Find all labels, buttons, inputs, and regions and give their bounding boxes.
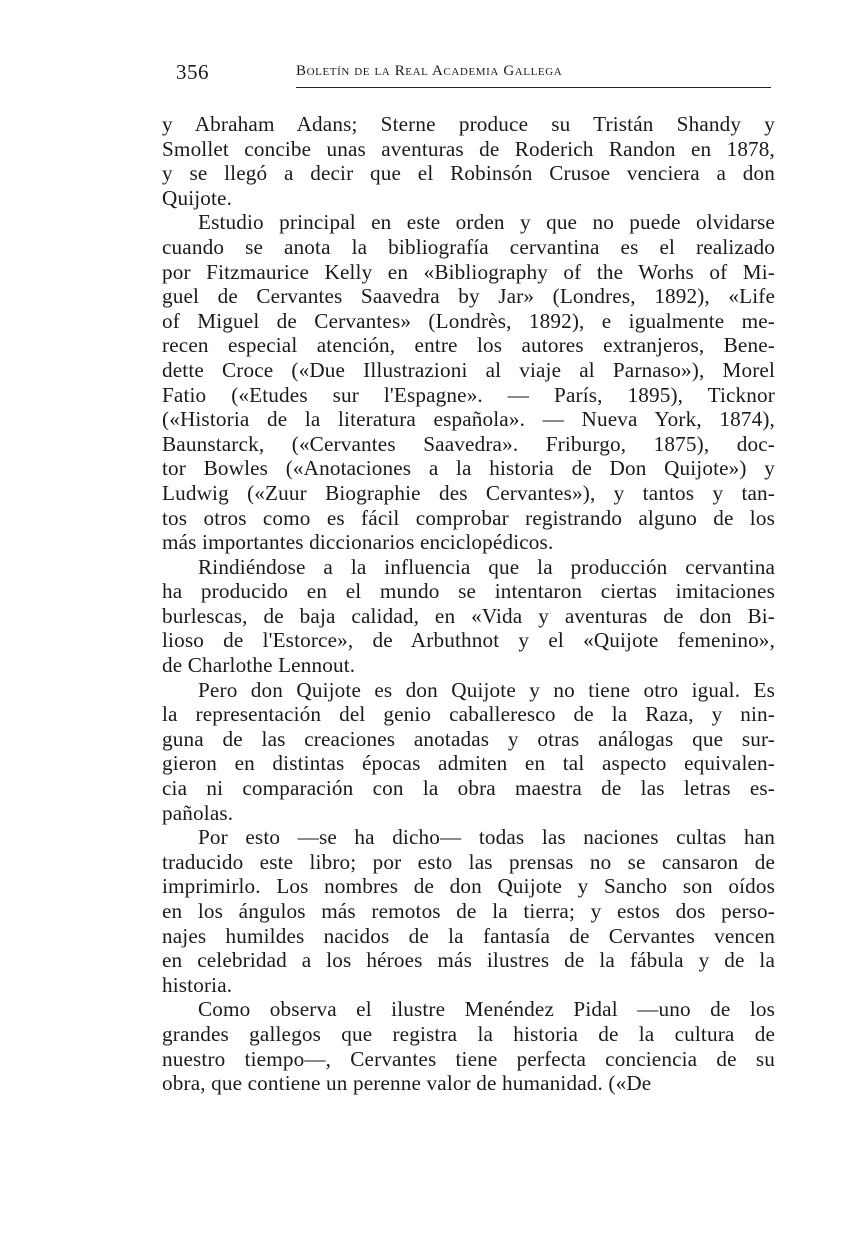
text-line: Smollet concibe unas aventuras de Roderich Randon en 1878, bbox=[162, 136, 775, 161]
text-line: of Miguel de Cervantes» (Londrès, 1892), e igualmente me- bbox=[162, 308, 775, 333]
text-line: Estudio principal en este orden y que no puede olvidarse bbox=[198, 210, 775, 235]
text-line: pañolas. bbox=[162, 800, 234, 825]
text-line: burlescas, de baja calidad, en «Vida y aventuras de don Bi- bbox=[162, 603, 775, 628]
text-line: dette Croce («Due Illustrazioni al viaje al Parnaso»), Morel bbox=[162, 357, 775, 382]
text-line: y se llegó a decir que el Robinsón Crusoe venciera a don bbox=[162, 161, 775, 186]
text-line: («Historia de la literatura española». — Nueva York, 1874), bbox=[162, 407, 775, 432]
running-title: Boletín de la Real Academia Gallega bbox=[296, 63, 563, 79]
body-text bbox=[162, 112, 775, 1096]
text-line: guna de las creaciones anotadas y otras análogas que sur- bbox=[162, 726, 775, 751]
text-line: Ludwig («Zuur Biographie des Cervantes»), y tantos y tan- bbox=[162, 480, 775, 505]
paragraph bbox=[162, 825, 775, 997]
paragraph bbox=[162, 112, 775, 210]
text-line: tor Bowles («Anotaciones a la historia de Don Quijote») y bbox=[162, 456, 775, 481]
text-line: traducido este libro; por esto las prensas no se cansaron de bbox=[162, 849, 775, 874]
text-line: tos otros como es fácil comprobar registrando alguno de los bbox=[162, 505, 775, 530]
text-line: cuando se anota la bibliografía cervantina es el realizado bbox=[162, 234, 775, 259]
header-rule bbox=[296, 87, 771, 88]
paragraph bbox=[162, 210, 775, 554]
text-line: historia. bbox=[162, 972, 233, 997]
text-line: Fatio («Etudes sur l'Espagne». — París, 1895), Ticknor bbox=[162, 382, 775, 407]
text-line: nuestro tiempo—, Cervantes tiene perfecta conciencia de su bbox=[162, 1046, 775, 1071]
paragraph bbox=[162, 678, 775, 826]
text-line: ha producido en el mundo se intentaron ciertas imitaciones bbox=[162, 579, 775, 604]
text-line: Rindiéndose a la influencia que la producción cervantina bbox=[198, 554, 775, 579]
text-line: grandes gallegos que registra la historia de la cultura de bbox=[162, 1021, 775, 1046]
text-line: najes humildes nacidos de la fantasía de Cervantes vencen bbox=[162, 923, 775, 948]
text-line: recen especial atención, entre los autores extranjeros, Bene- bbox=[162, 333, 775, 358]
text-line: cia ni comparación con la obra maestra de las letras es- bbox=[162, 776, 775, 801]
text-line: gieron en distintas épocas admiten en tal aspecto equivalen- bbox=[162, 751, 775, 776]
paragraph bbox=[162, 997, 775, 1095]
text-line: y Abraham Adans; Sterne produce su Tristán Shandy y bbox=[162, 112, 775, 136]
text-line: Como observa el ilustre Menéndez Pidal —uno de los bbox=[198, 997, 775, 1022]
page-number: 356 bbox=[176, 60, 209, 84]
text-line: lioso de l'Estorce», de Arbuthnot y el «Quijote femenino», bbox=[162, 628, 775, 653]
text-line: imprimirlo. Los nombres de don Quijote y Sancho son oídos bbox=[162, 874, 775, 899]
paragraph bbox=[162, 555, 775, 678]
text-line: Pero don Quijote es don Quijote y no tiene otro igual. Es bbox=[198, 677, 775, 702]
text-line: en celebridad a los héroes más ilustres de la fábula y de la bbox=[162, 948, 775, 973]
text-line: más importantes diccionarios enciclopédicos. bbox=[162, 530, 554, 555]
text-line: Quijote. bbox=[162, 185, 233, 210]
text-line: obra, que contiene un perenne valor de humanidad. («De bbox=[162, 1071, 652, 1096]
text-line: Baunstarck, («Cervantes Saavedra». Friburgo, 1875), doc- bbox=[162, 431, 775, 456]
page-header bbox=[176, 60, 774, 90]
text-line: la representación del genio caballeresco de la Raza, y nin- bbox=[162, 702, 775, 727]
text-line: por Fitzmaurice Kelly en «Bibliography of the Worhs of Mi- bbox=[162, 259, 775, 284]
text-line: de Charlothe Lennout. bbox=[162, 653, 356, 678]
text-line: en los ángulos más remotos de la tierra; y estos dos perso- bbox=[162, 899, 775, 923]
text-line: Por esto —se ha dicho— todas las naciones cultas han bbox=[198, 825, 775, 850]
text-line: guel de Cervantes Saavedra by Jar» (Londres, 1892), «Life bbox=[162, 284, 775, 309]
